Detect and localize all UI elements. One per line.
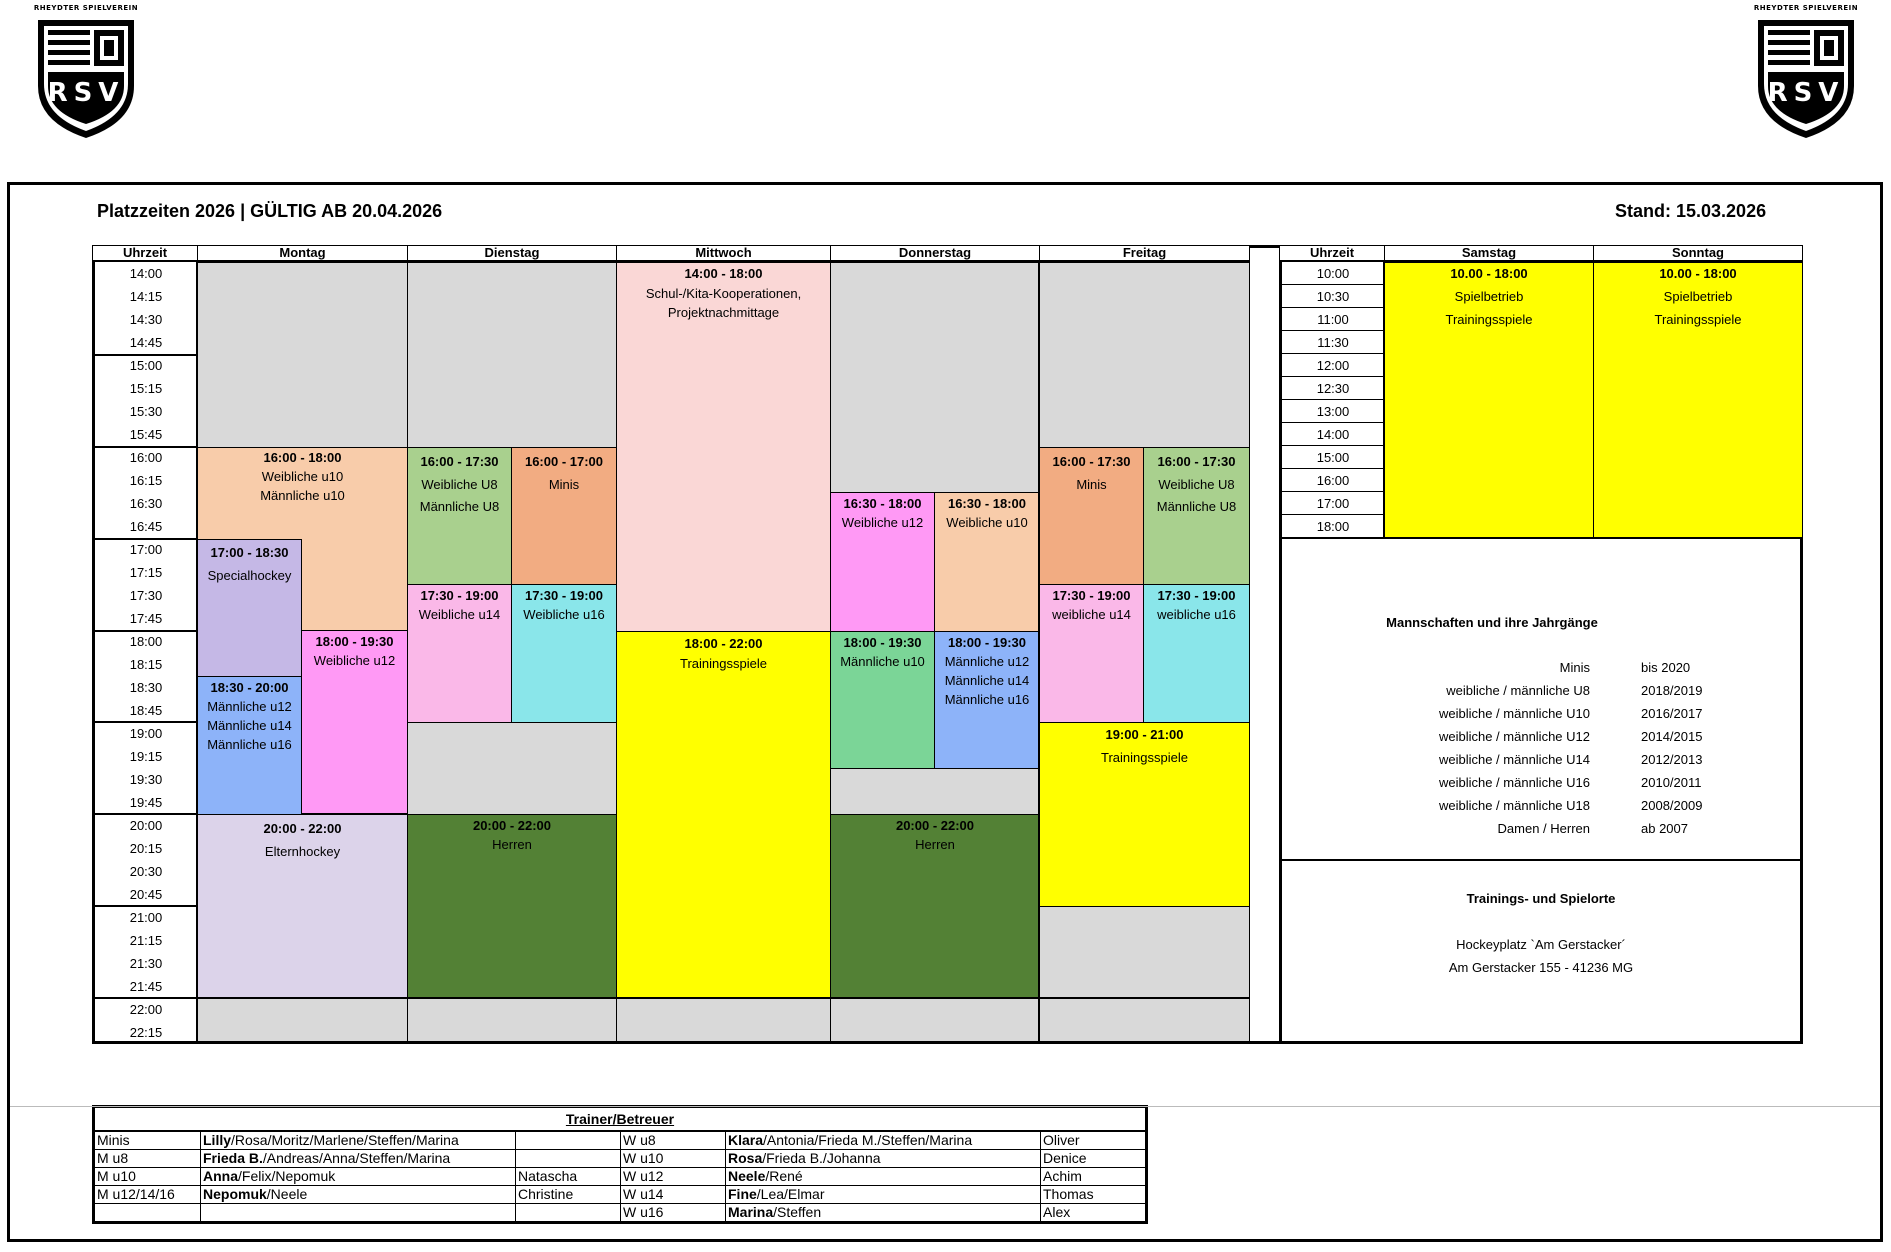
lead-trainer: Nepomuk: [203, 1186, 267, 1202]
trainer-table: [92, 1105, 1148, 1224]
col-samstag: Samstag: [1384, 245, 1594, 262]
time-label: 22:00: [129, 1002, 163, 1017]
extra-trainer: Natascha: [516, 1168, 621, 1186]
hour-divider: [92, 354, 198, 356]
col-donnerstag: Donnerstag: [830, 245, 1040, 262]
block-mittwoch-trainingsspiele: 18:00 - 22:00 Trainingsspiele: [616, 631, 831, 999]
block-donnerstag-mu12-16: 18:00 - 19:30 Männliche u12 Männliche u14 Männliche u16: [934, 631, 1040, 769]
free-slot: [407, 998, 617, 1042]
trainer-row: [94, 1150, 1147, 1168]
trainer-row: [94, 1186, 1147, 1204]
weekend-time-label: 11:00: [1281, 308, 1385, 331]
team-cell: W u16: [621, 1204, 726, 1223]
weekend-time-label: 14:00: [1281, 423, 1385, 446]
time-label: 19:15: [129, 749, 163, 764]
block-montag-mu12-16: 18:30 - 20:00 Männliche u12 Männliche u14 Männliche u16: [197, 676, 302, 815]
time-label: 17:30: [129, 588, 163, 603]
block-montag-u10: 16:00 - 18:00 Weibliche u10 Männliche u10: [197, 447, 408, 631]
bottom-rule: [10, 1106, 1880, 1107]
weekend-time-label: 11:30: [1281, 331, 1385, 354]
lead-trainer: Rosa: [728, 1150, 763, 1166]
weekend-time-label: 17:00: [1281, 492, 1385, 515]
extra-trainer: Christine: [516, 1186, 621, 1204]
col-sonntag: Sonntag: [1593, 245, 1803, 262]
trainer-names: [201, 1204, 516, 1223]
weekend-time-label: 13:00: [1281, 400, 1385, 423]
co-trainers: /Neele: [266, 1186, 308, 1202]
extra-trainer: [516, 1131, 621, 1150]
lead-trainer: Fine: [728, 1186, 757, 1202]
extra-trainer: [516, 1204, 621, 1223]
trainer-names: [726, 1168, 1041, 1186]
block-donnerstag-herren: 20:00 - 22:00 Herren: [830, 814, 1040, 999]
block-freitag-u8: 16:00 - 17:30 Weibliche U8 Männliche U8: [1143, 447, 1250, 585]
time-label: 18:00: [129, 634, 163, 649]
stand-date: Stand: 15.03.2026: [1615, 201, 1767, 221]
team-years: ab 2007: [1641, 821, 1688, 836]
block-dienstag-minis: 16:00 - 17:00 Minis: [511, 447, 617, 585]
team-years: 2010/2011: [1641, 775, 1702, 790]
time-label: 17:15: [129, 565, 163, 580]
team-name: Damen / Herren: [1497, 821, 1590, 836]
col-dienstag: Dienstag: [407, 245, 617, 262]
trainer-names: [201, 1168, 516, 1186]
trainer-names: [726, 1186, 1041, 1204]
col-divider: [1038, 261, 1040, 1044]
team-cell: Minis: [94, 1131, 201, 1150]
time-label: 18:15: [129, 657, 163, 672]
lead-trainer: Frieda B.: [203, 1150, 263, 1166]
lead-trainer: Klara: [728, 1132, 764, 1148]
extra-trainer: Denice: [1041, 1150, 1147, 1168]
block-sonntag-spielbetrieb: 10.00 - 18:00 Spielbetrieb Trainingsspiele: [1593, 262, 1803, 539]
club-logo-left: [32, 4, 140, 138]
time-label: 19:00: [129, 726, 163, 741]
col-uhrzeit-weekend: Uhrzeit: [1279, 245, 1385, 262]
co-trainers: /Steffen: [773, 1204, 822, 1220]
col-montag: Montag: [197, 245, 408, 262]
hour-divider: [92, 721, 198, 723]
block-dienstag-herren: 20:00 - 22:00 Herren: [407, 814, 617, 999]
time-label: 14:30: [129, 312, 163, 327]
trainer-names: [201, 1131, 516, 1150]
gap-column: [1250, 245, 1279, 1044]
team-years: 2008/2009: [1641, 798, 1703, 813]
venue-line2: Am Gerstacker 155 - 41236 MG: [1448, 960, 1634, 975]
trainer-names: [726, 1204, 1041, 1223]
block-mittwoch-kooperationen: 14:00 - 18:00 Schul-/Kita-Kooperationen, Projektnachmittage: [616, 262, 831, 632]
time-label: 21:15: [129, 933, 163, 948]
weekend-time-label: 16:00: [1281, 469, 1385, 492]
lead-trainer: Neele: [728, 1168, 766, 1184]
lead-trainer: Marina: [728, 1204, 774, 1220]
team-name: weibliche / männliche U10: [1438, 706, 1590, 721]
lead-trainer: Lilly: [203, 1132, 232, 1148]
hour-divider: [92, 997, 1250, 999]
time-label: 17:45: [129, 611, 163, 626]
co-trainers: /Rosa/Moritz/Marlene/Steffen/Marina: [231, 1132, 459, 1148]
time-label: 19:45: [129, 795, 163, 810]
hour-divider: [92, 538, 198, 540]
time-label: 21:30: [129, 956, 163, 971]
col-uhrzeit: Uhrzeit: [92, 245, 198, 262]
team-name: weibliche / männliche U8: [1446, 683, 1590, 698]
col-mittwoch: Mittwoch: [616, 245, 831, 262]
time-label: 15:30: [129, 404, 163, 419]
team-name: weibliche / männliche U12: [1438, 729, 1590, 744]
time-label: 15:15: [129, 381, 163, 396]
weekend-time-label: 12:30: [1281, 377, 1385, 400]
time-label: 21:45: [129, 979, 163, 994]
block-donnerstag-wu12: 16:30 - 18:00 Weibliche u12: [830, 492, 935, 632]
lead-trainer: Anna: [203, 1168, 238, 1184]
club-letters: RSV: [47, 78, 125, 108]
team-years: 2018/2019: [1641, 683, 1703, 698]
free-slot: [197, 998, 408, 1042]
time-label: 14:45: [129, 335, 163, 350]
block-freitag-wu14: 17:30 - 19:00 weibliche u14: [1039, 584, 1144, 723]
extra-trainer: [516, 1150, 621, 1168]
block-dienstag-u8: 16:00 - 17:30 Weibliche U8 Männliche U8: [407, 447, 512, 585]
time-label: 20:30: [129, 864, 163, 879]
team-cell: [94, 1204, 201, 1223]
block-montag-specialhockey: 17:00 - 18:30 Specialhockey: [197, 539, 302, 677]
time-label: 22:15: [129, 1025, 163, 1040]
time-label: 15:45: [129, 427, 163, 442]
trainer-names: [726, 1131, 1041, 1150]
team-name: weibliche / männliche U14: [1438, 752, 1590, 767]
co-trainers: /Frieda B./Johanna: [762, 1150, 881, 1166]
free-slot: [1039, 906, 1250, 1042]
time-label: 14:15: [129, 289, 163, 304]
team-cell: W u8: [621, 1131, 726, 1150]
team-name: Minis: [1559, 660, 1590, 675]
trainer-names: [201, 1186, 516, 1204]
team-cell: W u12: [621, 1168, 726, 1186]
extra-trainer: Oliver: [1041, 1131, 1147, 1150]
time-label: 14:00: [129, 266, 163, 281]
team-cell: M u12/14/16: [94, 1186, 201, 1204]
time-label: 20:15: [129, 841, 163, 856]
free-slot: [616, 998, 831, 1042]
block-dienstag-wu14: 17:30 - 19:00 Weibliche u14: [407, 584, 512, 723]
weekend-time-label: 15:00: [1281, 446, 1385, 469]
extra-trainer: Achim: [1041, 1168, 1147, 1186]
trainer-row: [94, 1168, 1147, 1186]
time-label: 20:00: [129, 818, 163, 833]
free-slot: [1039, 262, 1250, 448]
co-trainers: /René: [765, 1168, 803, 1184]
team-cell: W u14: [621, 1186, 726, 1204]
block-donnerstag-wu10: 16:30 - 18:00 Weibliche u10: [934, 492, 1040, 632]
club-letters: RSV: [1767, 78, 1845, 108]
co-trainers: /Lea/Elmar: [756, 1186, 825, 1202]
time-label: 18:45: [129, 703, 163, 718]
trainer-row: [94, 1131, 1147, 1150]
free-slot: [407, 722, 617, 815]
time-label: 17:00: [129, 542, 163, 557]
team-cell: M u10: [94, 1168, 201, 1186]
weekend-time-label: 10:00: [1281, 262, 1385, 285]
co-trainers: /Andreas/Anna/Steffen/Marina: [262, 1150, 451, 1166]
block-freitag-wu16: 17:30 - 19:00 weibliche u16: [1143, 584, 1250, 723]
teams-title: Mannschaften und ihre Jahrgänge: [1386, 615, 1598, 630]
time-label: 16:15: [129, 473, 163, 488]
page-title: Platzzeiten 2026 | GÜLTIG AB 20.04.2026: [97, 201, 443, 221]
time-label: 18:30: [129, 680, 163, 695]
block-donnerstag-mu10: 18:00 - 19:30 Männliche u10: [830, 631, 935, 769]
time-label: 16:30: [129, 496, 163, 511]
hour-divider: [92, 813, 198, 815]
team-years: bis 2020: [1641, 660, 1691, 675]
team-cell: M u8: [94, 1150, 201, 1168]
free-slot: [830, 768, 1040, 815]
venue-line1: Hockeyplatz `Am Gerstacker´: [1456, 937, 1626, 952]
weekend-time-label: 18:00: [1316, 519, 1350, 534]
venue-title: Trainings- und Spielorte: [1466, 891, 1616, 906]
free-slot: [830, 998, 1040, 1042]
club-small-name: RHEYDTER SPIELVEREIN: [1753, 4, 1859, 12]
club-logo-right: [1752, 4, 1860, 138]
trainer-names: [201, 1150, 516, 1168]
section-divider: [1279, 859, 1803, 861]
time-label: 20:45: [129, 887, 163, 902]
weekend-time-label: 12:00: [1281, 354, 1385, 377]
section-divider: [1279, 537, 1803, 539]
team-cell: W u10: [621, 1150, 726, 1168]
col-freitag: Freitag: [1039, 245, 1250, 262]
time-label: 15:00: [129, 358, 163, 373]
hour-divider: [92, 905, 198, 907]
block-freitag-trainingsspiele: 19:00 - 21:00 Trainingsspiele: [1039, 722, 1250, 907]
team-years: 2016/2017: [1641, 706, 1703, 721]
block-montag-wu12: 18:00 - 19:30 Weibliche u12: [301, 630, 408, 814]
free-slot: [197, 262, 408, 448]
time-label: 21:00: [129, 910, 163, 925]
hour-divider: [92, 630, 198, 632]
block-samstag-spielbetrieb: 10.00 - 18:00 Spielbetrieb Trainingsspiele: [1384, 262, 1594, 539]
club-small-name: RHEYDTER SPIELVEREIN: [33, 4, 139, 12]
trainer-row: [94, 1204, 1147, 1223]
trainer-names: [726, 1150, 1041, 1168]
block-dienstag-wu16: 17:30 - 19:00 Weibliche u16: [511, 584, 617, 723]
free-slot: [830, 262, 1040, 493]
team-years: 2014/2015: [1641, 729, 1703, 744]
block-montag-elternhockey: 20:00 - 22:00 Elternhockey: [197, 814, 408, 999]
hour-divider: [92, 446, 198, 448]
extra-trainer: Thomas: [1041, 1186, 1147, 1204]
free-slot: [407, 262, 617, 448]
team-name: weibliche / männliche U18: [1438, 798, 1590, 813]
time-label: 16:45: [129, 519, 163, 534]
co-trainers: /Felix/Nepomuk: [238, 1168, 336, 1184]
team-name: weibliche / männliche U16: [1438, 775, 1590, 790]
co-trainers: /Antonia/Frieda M./Steffen/Marina: [763, 1132, 973, 1148]
weekend-time-label: 10:30: [1281, 285, 1385, 308]
team-years: 2012/2013: [1641, 752, 1703, 767]
extra-trainer: Alex: [1041, 1204, 1147, 1223]
block-freitag-minis: 16:00 - 17:30 Minis: [1039, 447, 1144, 585]
trainer-table-title: Trainer/Betreuer: [94, 1107, 1147, 1132]
col-divider: [196, 261, 198, 1044]
time-label: 19:30: [129, 772, 163, 787]
time-label: 16:00: [129, 450, 163, 465]
